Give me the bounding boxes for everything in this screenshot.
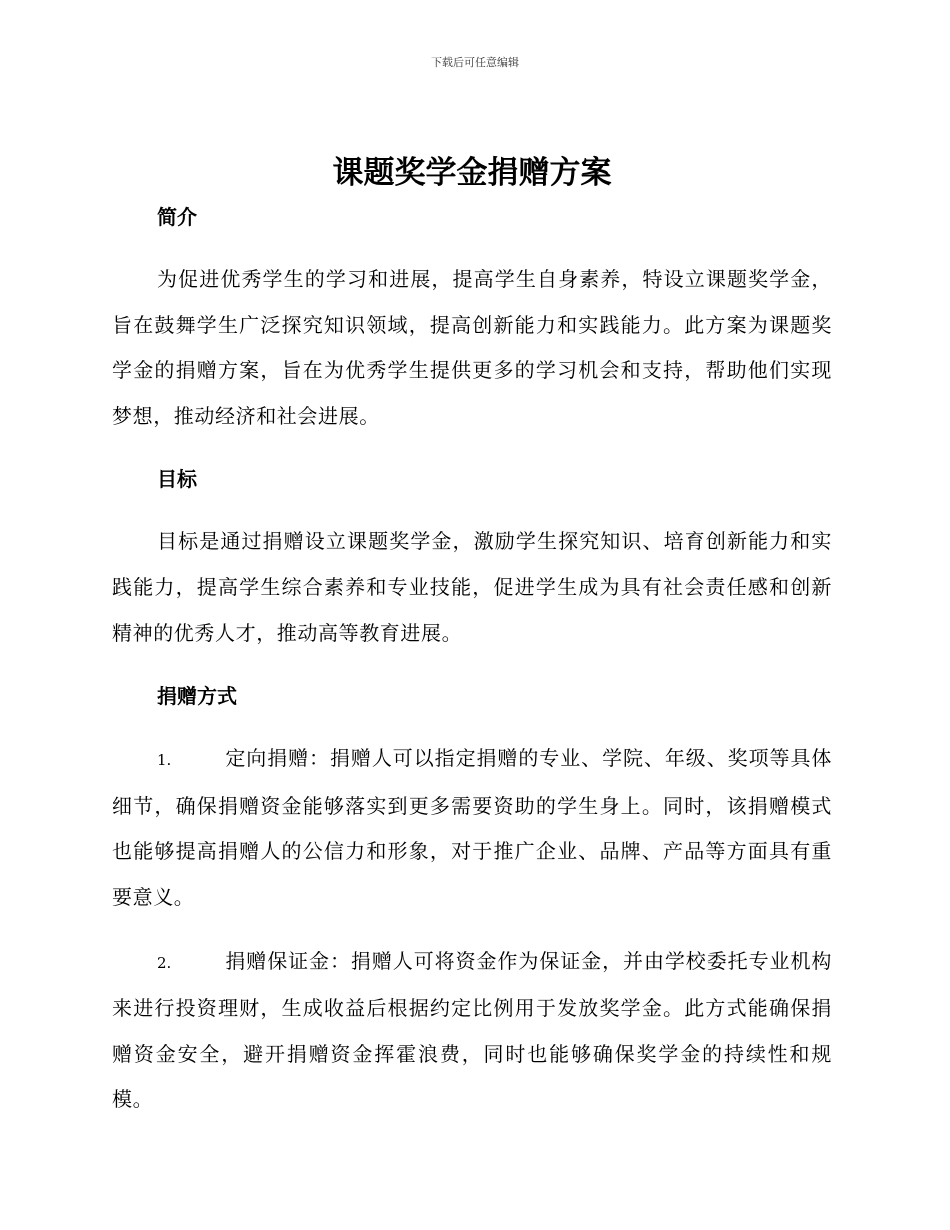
list-item-text: 捐赠保证金：捐赠人可将资金作为保证金，并由学校委托专业机构来进行投资理财，生成收益后根据约定比例用于发放奖学金。此方式能确保捐赠资金安全，避开捐赠资金挥霍浪费，同时也能够确保奖学金的持续性和规模。 — [112, 948, 832, 1112]
list-item — [112, 939, 832, 1123]
list-item-number: 1. — [157, 751, 172, 770]
document-title: 课题奖学金捐赠方案 — [332, 155, 612, 191]
goal-paragraph: 目标是通过捐赠设立课题奖学金，激励学生探究知识、培育创新能力和实践能力，提高学生综合素养和专业技能，促进学生成为具有社会责任感和创新精神的优秀人才，推动高等教育进展。 — [112, 529, 832, 645]
section-heading-intro: 简介 — [157, 205, 197, 229]
document-content — [112, 150, 832, 1123]
section-heading-goal: 目标 — [157, 467, 197, 492]
list-item — [112, 736, 832, 920]
list-item-number: 2. — [157, 953, 172, 972]
header-note: 下载后可任意编辑 — [431, 56, 519, 69]
list-item-text: 定向捐赠：捐赠人可以指定捐赠的专业、学院、年级、奖项等具体细节，确保捐赠资金能够落实到更多需要资助的学生身上。同时，该捐赠模式也能够提高捐赠人的公信力和形象，对于推广企业、品牌、产品等方面具有重要意义。 — [112, 746, 832, 909]
section-heading-methods: 捐赠方式 — [157, 684, 237, 709]
intro-paragraph: 为促进优秀学生的学习和进展，提高学生自身素养，特设立课题奖学金，旨在鼓舞学生广泛探究知识领域，提高创新能力和实践能力。此方案为课题奖学金的捐赠方案，旨在为优秀学生提供更多的学习机会和支持，帮助他们实现梦想，推动经济和社会进展。 — [112, 267, 832, 428]
